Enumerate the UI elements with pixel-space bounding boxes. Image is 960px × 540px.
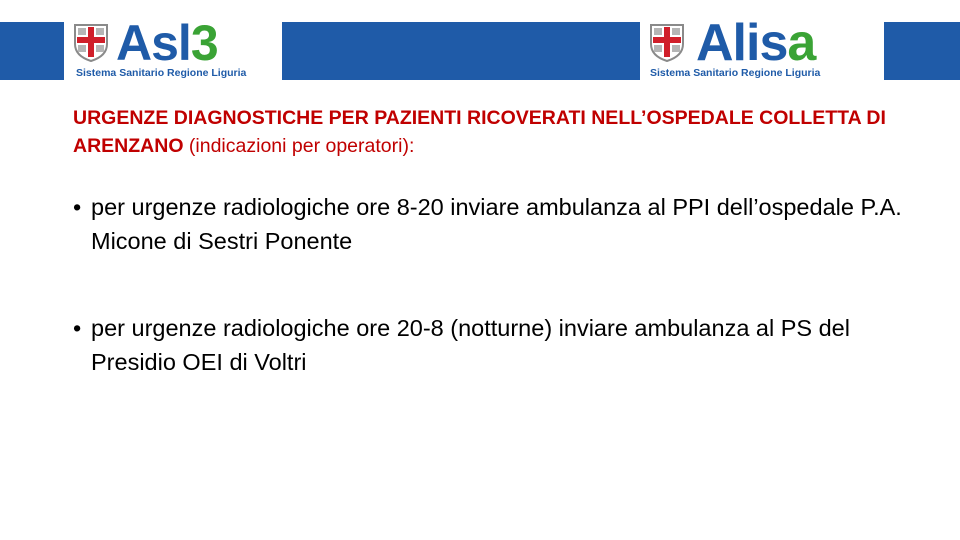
alisa-subtitle: Sistema Sanitario Regione Liguria (650, 67, 821, 79)
slide-title (73, 104, 903, 160)
title-note: (indicazioni per operatori): (183, 135, 415, 157)
asl3-brand: Asl3 (116, 15, 218, 71)
alisa-brand: Alisa (696, 14, 816, 72)
bullet-text: per urgenze radiologiche ore 8-20 inviare ambulanza al PPI dell’ospedale P.A. Micone di Sestri Ponente (91, 194, 902, 254)
bullet-symbol: • (73, 315, 82, 341)
alisa-logo (640, 14, 884, 80)
liguria-crest-icon (72, 22, 110, 62)
bullet-symbol: • (73, 194, 82, 220)
asl3-subtitle: Sistema Sanitario Regione Liguria (76, 67, 247, 79)
title-bold: URGENZE DIAGNOSTICHE PER PAZIENTI RICOVERATI NELL’OSPEDALE COLLETTA DI ARENZANO (73, 107, 886, 157)
liguria-crest-icon (648, 22, 686, 62)
bullet-text: per urgenze radiologiche ore 20-8 (notturne) inviare ambulanza al PS del Presidio OEI di Voltri (91, 315, 850, 375)
bullet-item (73, 190, 903, 258)
asl3-logo (64, 15, 282, 80)
bullet-item (73, 311, 903, 379)
